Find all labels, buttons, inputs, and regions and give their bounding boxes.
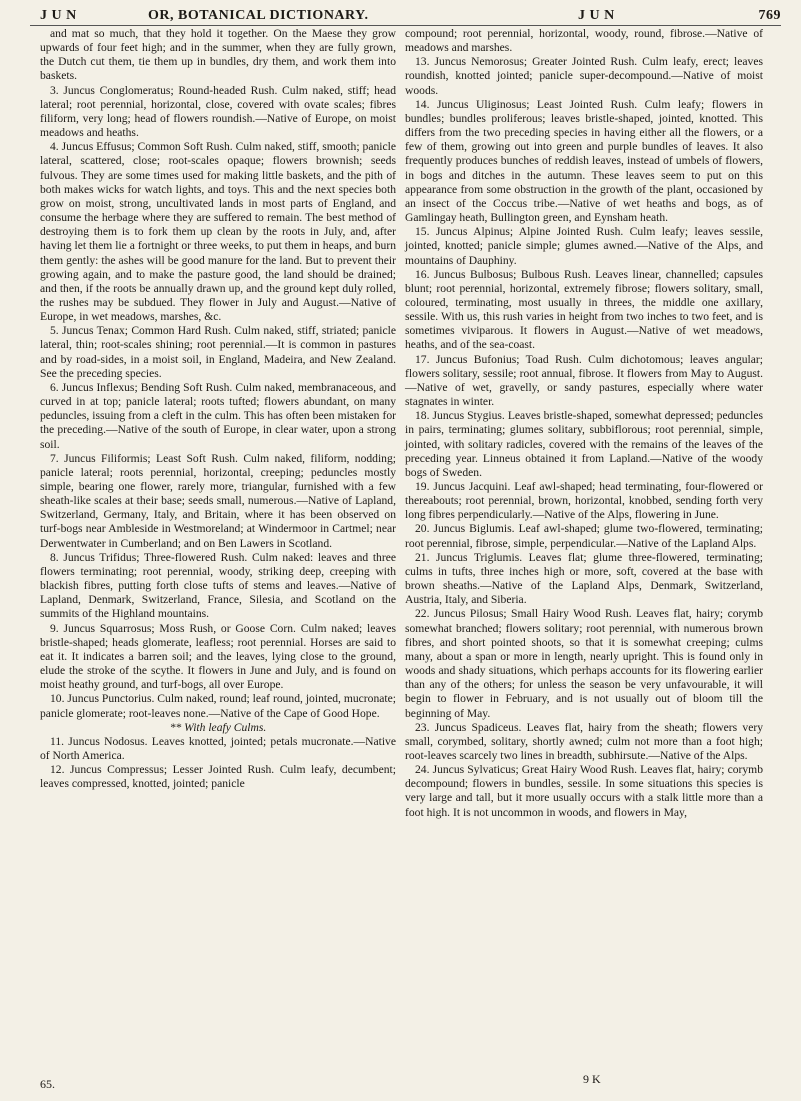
paragraph: 6. Juncus Inflexus; Bending Soft Rush. Culm naked, membranaceous, and curved in at top; panicle lateral; roots tufted; flowers abundant, on many peduncles, issuing from a cleft in the culm. This has often been mistaken for the preceding.—Native of the south of Europe, in clear water, upon a strong soil. [40,380,396,451]
paragraph: 5. Juncus Tenax; Common Hard Rush. Culm naked, stiff, striated; panicle lateral, thin; root-scales shining; root perennial.—It is common in pastures and by road-sides, in a moist soil, in England, Madeira, and New Zealand. See the preceding species. [40,324,396,380]
paragraph: 8. Juncus Trifidus; Three-flowered Rush. Culm naked: leaves and three flowers terminating; root perennial, woody, striking deep, creeping with blackish fibres, putting forth close tufts of stems and leaves.—Native of Lapland, Denmark, Switzerland, France, Silesia, and Scotland on the summits of the Highland mountains. [40,550,396,621]
paragraph: 12. Juncus Compressus; Lesser Jointed Rush. Culm leafy, decumbent; leaves compressed, knotted, jointed; panicle [40,763,396,791]
header-left-guide: J U N [40,8,77,23]
footer-mark: 65. [40,1077,55,1091]
paragraph: 20. Juncus Biglumis. Leaf awl-shaped; glume two-flowered, terminating; root perennial, fibrose, simple, perpendicular.—Native of the Lapland Alps. [405,522,763,550]
paragraph: 13. Juncus Nemorosus; Greater Jointed Rush. Culm leafy, erect; leaves roundish, knotted jointed; panicle super-decompound.—Native of moist woods. [405,55,763,97]
paragraph: 15. Juncus Alpinus; Alpine Jointed Rush. Culm leafy; leaves sessile, jointed, knotted; panicle simple; glumes awned.—Native of the Alps, and mountains of Dauphiny. [405,225,763,267]
paragraph: compound; root perennial, horizontal, woody, round, fibrose.—Native of meadows and marshes. [405,27,763,55]
paragraph: 9. Juncus Squarrosus; Moss Rush, or Goose Corn. Culm naked; leaves bristle-shaped; heads glomerate, leafless; root perennial. Horses are said to eat it. It indicates a barren soil; and the leaves, lying close to the ground, elude the stroke of the scythe. It flowers in June and July, and is found on moist heathy ground, and turf-bogs, all over Europe. [40,621,396,692]
page-number: 769 [758,8,781,23]
paragraph: and mat so much, that they hold it together. On the Maese they grow upwards of four feet high; and in the summer, when they are fully grown, the Dutch cut them, tie them up in bundles, dry them, and work them into baskets. [40,27,396,83]
paragraph: 24. Juncus Sylvaticus; Great Hairy Wood Rush. Leaves flat, hairy; corymb decompound; flowers in bundles, sessile. In some situations this species is very large and tall, but it more usually occurs with a stalk little more than a foot high. It is not uncommon in woods, and flowers in May, [405,763,763,819]
paragraph: 22. Juncus Pilosus; Small Hairy Wood Rush. Leaves flat, hairy; corymb somewhat branched; flowers solitary; root perennial, with numerous brown fibres, and short pointed shoots, so that it is somewhat creeping; culms many, about a span or more in length, nearly upright. This is found only in woods and shady situations, which perhaps accounts for its flowering earlier than any of the others; for unless the season be very unfavourable, it will begin to flower in February, and is not usually out of bloom till the beginning of May. [405,607,763,720]
paragraph: 17. Juncus Bufonius; Toad Rush. Culm dichotomous; leaves angular; flowers solitary, sessile; root annual, fibrose. It flowers from May to August.—Native of wet, gravelly, or sandy pastures, especially where water stagnates in winter. [405,352,763,409]
header-rule [30,25,781,26]
paragraph: 19. Juncus Jacquini. Leaf awl-shaped; head terminating, four-flowered or thereabouts; root perennial, brown, horizontal, knobbed, sending forth very long fibres perpendicularly.—Native of the Alps, flowering in June. [405,480,763,522]
paragraph: 11. Juncus Nodosus. Leaves knotted, jointed; petals mucronate.—Native of North America. [40,734,396,762]
paragraph: 16. Juncus Bulbosus; Bulbous Rush. Leaves linear, channelled; capsules blunt; root perennial, horizontal, extremely fibrose; flowers solitary, small, coloured, terminating, most usually in threes, the middle one axillary, sessile. With us, this rush varies in height from two inches to two feet, and is sometimes viviparous. It flowers in August.—Native of wet meadows, heaths, and of the sea-coast. [405,267,763,352]
paragraph: 10. Juncus Punctorius. Culm naked, round; leaf round, jointed, mucronate; panicle glomerate; root-leaves none.—Native of the Cape of Good Hope. [40,692,396,720]
header-right-guide: J U N [578,8,615,23]
section-heading: ** With leafy Culms. [169,720,267,734]
paragraph: 7. Juncus Filiformis; Least Soft Rush. Culm naked, filiform, nodding; panicle lateral; roots perennial, horizontal, creeping; peduncles mostly simple, bearing one flower, rarely more, triangular, furnished with a few sheath-like scales at their base; seeds small, numerous.—Native of Lapland, Switzerland, Germany, Italy, and Britain, where it has been observed on turf-bogs near Ambleside in Westmoreland; at Windermoor in Cartmel; near Derwentwater in Cumberland; and on Ben Lawers in Scotland. [40,451,396,550]
paragraph: 18. Juncus Stygius. Leaves bristle-shaped, somewhat depressed; peduncles in pairs, terminating; glumes solitary, subbiflorous; root perennial, simple, jointed, with solitary radicles, covered with the remains of the leaves of the preceding year. Linneus obtained it from Lapland.—Native of the woody bogs of Sweden. [405,409,763,479]
paragraph: 3. Juncus Conglomeratus; Round-headed Rush. Culm naked, stiff; head lateral; root perennial, horizontal, close, covered with ovate scales; fibres filiform, very long; head of flowers roundish.—Native of Europe, on moist meadows and heaths. [40,83,396,140]
right-column [405,27,763,820]
paragraph: 14. Juncus Uliginosus; Least Jointed Rush. Culm leafy; flowers in bundles; bundles proliferous; leaves bristle-shaped, jointed, knotted. This differs from the two preceding species in having either all the flowers, or a few of them, growing out into green and purple bundles of leaves. It also frequently produces bunches of reddish leaves, instead of umbels of flowers, in bogs and ditches in the autumn. These leaves seem to put on this appearance from some obstruction in the growth of the plant, occasioned by an insect of the Coccus tribe.—Native of wet heaths and bogs, as of Gamlingay heath, Bullington green, and Eynsham heath. [405,97,763,225]
paragraph: 21. Juncus Triglumis. Leaves flat; glume three-flowered, terminating; culms in tufts, three inches high or more, soft, covered at the base with brown sheaths.—Native of the Lapland Alps, Denmark, Switzerland, Austria, Italy, and Siberia. [405,550,763,607]
signature-mark: 9 K [583,1072,601,1086]
paragraph: 4. Juncus Effusus; Common Soft Rush. Culm naked, stiff, smooth; panicle lateral, scattered, close; root-scales opaque; flowers brownish; seeds fulvous. They are some times used for making little baskets, and the pith of both makes wicks for watch lights, and toys. This and the next species both grow on moist, strong, uncultivated lands in most parts of England, and consume the herbage where they are suffered to remain. The best method of destroying them is to fork them up clean by the roots in July, and, after having let them lie a fortnight or three weeks, to put them in heaps, and burn them gently: the ashes will be good manure for the land. But to prevent their growing again, and to make the pasture good, the land should be drained; and then, if the roots be annually drawn up, and the ground kept duly rolled, the rushes may be subdued. They flower in July and August.—Native of Europe, in wet meadows, marshes, &c. [40,140,396,324]
header-title: OR, BOTANICAL DICTIONARY. [148,8,369,23]
left-column [40,27,396,791]
paragraph: 23. Juncus Spadiceus. Leaves flat, hairy from the sheath; flowers very small, corymbed, solitary, shortly awned; culm not more than a foot high; root-leaves scarcely two lines in breadth, subhirsute.—Native of the Alps. [405,720,763,762]
